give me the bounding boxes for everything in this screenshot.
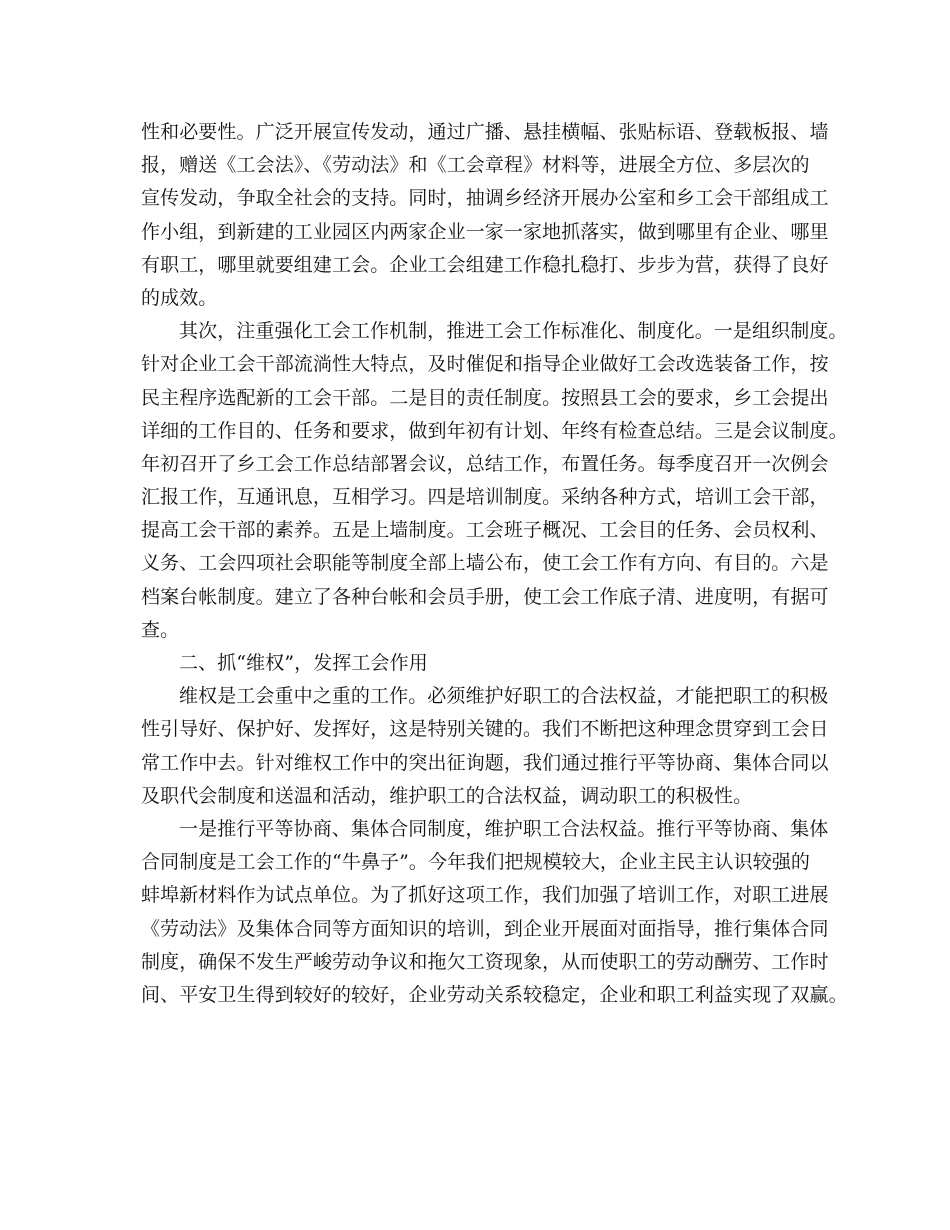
text-line: 详细的工作目的、任务和要求，做到年初有计划、年终有检查总结。三是会议制度。: [141, 419, 848, 442]
text-line: 年初召开了乡工会工作总结部署会议，总结工作，布置任务。每季度召开一次例会: [141, 452, 829, 475]
text-line: 制度，确保不发生严峻劳动争议和拖欠工资现象，从而使职工的劳动酬劳、工作时: [141, 950, 829, 973]
text-line: 查。: [141, 618, 180, 641]
text-line: 作小组，到新建的工业园区内两家企业一家一家地抓落实，做到哪里有企业、哪里: [141, 220, 829, 243]
text-line: 《劳动法》及集体合同等方面知识的培训，到企业开展面对面指导，推行集体合同: [141, 917, 829, 940]
text-line: 宣传发动，争取全社会的支持。同时，抽调乡经济开展办公室和乡工会干部组成工: [141, 187, 829, 210]
text-line: 一是推行平等协商、集体合同制度，维护职工合法权益。推行平等协商、集体: [179, 817, 829, 840]
text-line: 的成效。: [141, 286, 218, 309]
text-line: 二、抓“维权”，发挥工会作用: [179, 652, 428, 674]
text-line: 合同制度是工会工作的“牛鼻子”。今年我们把规模较大，企业主民主认识较强的: [141, 851, 811, 874]
text-line: 义务、工会四项社会职能等制度全部上墙公布，使工会工作有方向、有目的。六是: [141, 552, 829, 575]
text-line: 间、平安卫生得到较好的较好，企业劳动关系较稳定，企业和职工利益实现了双赢。: [141, 983, 848, 1006]
text-line: 民主程序选配新的工会干部。二是目的责任制度。按照县工会的要求，乡工会提出: [141, 386, 829, 409]
text-line: 及职代会制度和送温和活动，维护职工的合法权益，调动职工的积极性。: [141, 784, 753, 807]
text-line: 性和必要性。广泛开展宣传发动，通过广播、悬挂横幅、张贴标语、登载板报、墙: [141, 121, 829, 143]
document-body: [141, 116, 848, 1012]
text-line: 常工作中去。针对维权工作中的突出征询题，我们通过推行平等协商、集体合同以: [141, 751, 829, 774]
text-line: 其次，注重强化工会工作机制，推进工会工作标准化、制度化。一是组织制度。: [179, 320, 848, 343]
text-line: 报，赠送《工会法》、《劳动法》和《工会章程》材料等，进展全方位、多层次的: [141, 154, 810, 177]
text-line: 档案台帐制度。建立了各种台帐和会员手册，使工会工作底子清、进度明，有据可: [141, 585, 829, 608]
text-line: 针对企业工会干部流淌性大特点，及时催促和指导企业做好工会改选装备工作，按: [141, 353, 829, 376]
text-line: 维权是工会重中之重的工作。必须维护好职工的合法权益，才能把职工的积极: [179, 685, 829, 708]
text-line: 汇报工作，互通讯息，互相学习。四是培训制度。采纳各种方式，培训工会干部，: [141, 486, 829, 509]
text-line: 提高工会干部的素养。五是上墙制度。工会班子概况、工会目的任务、会员权利、: [141, 519, 829, 542]
text-line: 有职工，哪里就要组建工会。企业工会组建工作稳扎稳打、步步为营，获得了良好: [141, 253, 829, 276]
text-line: 蚌埠新材料作为试点单位。为了抓好这项工作，我们加强了培训工作，对职工进展: [141, 884, 829, 907]
text-line: 性引导好、保护好、发挥好，这是特别关键的。我们不断把这种理念贯穿到工会日: [141, 718, 829, 741]
